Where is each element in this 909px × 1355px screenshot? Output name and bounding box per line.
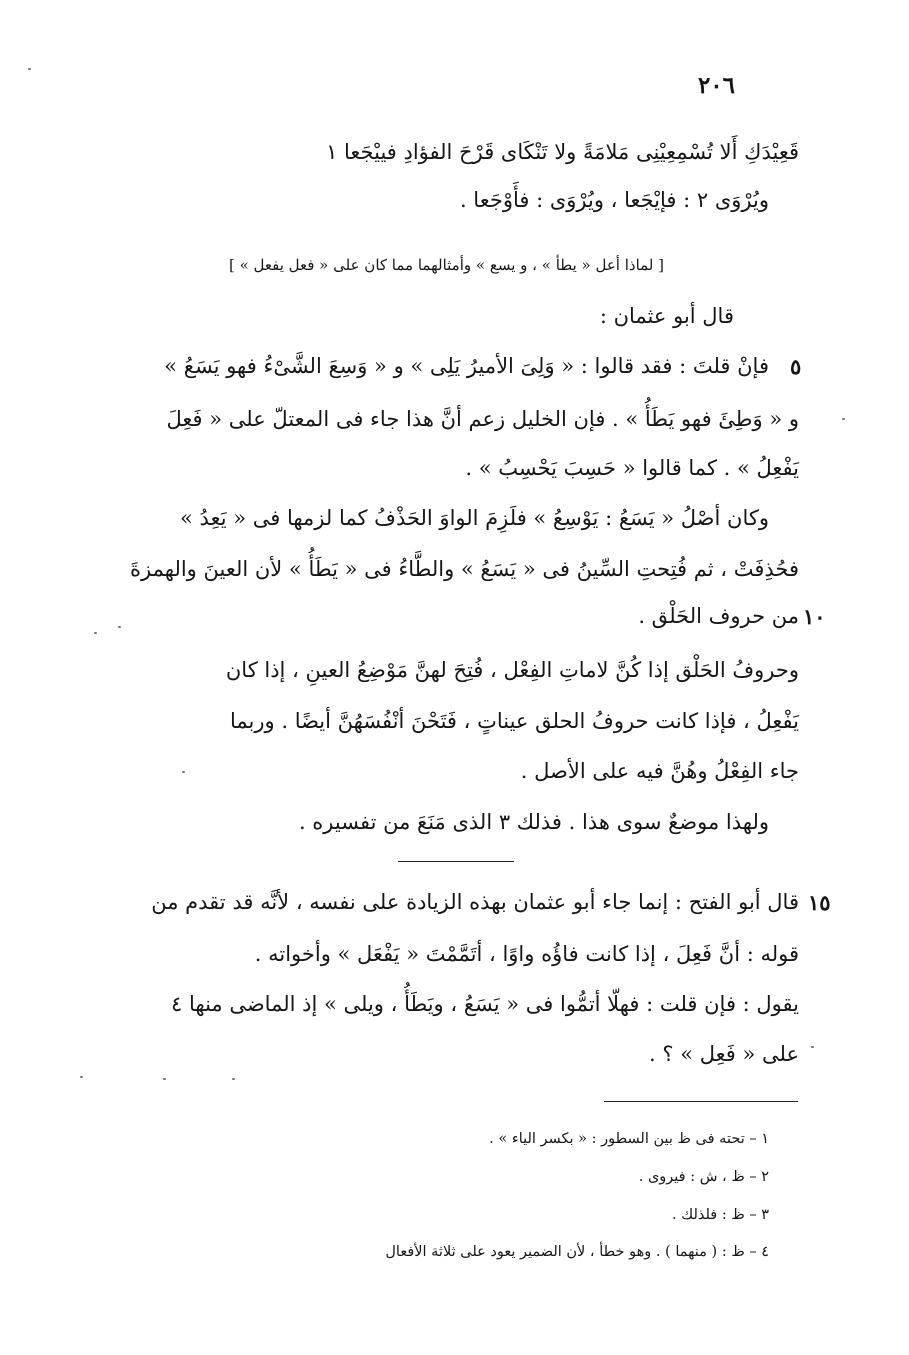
commentary-line-3: يقول : فإن قلت : فهلّا أتمُّوا فى « يَسَعُ ، ويَطَأُ ، ويلى » إذ الماضى منها ٤: [171, 992, 799, 1016]
paragraph-3-line-3: جاء الفِعْلُ وهُنَّ فيه على الأصل .: [520, 759, 799, 783]
paragraph-2-line-1: وكان أصْلُ « يَسَعُ : يَوْسِعُ » فلَزِمَ الواوَ الحَذْفُ كما لزمها فى « يَعِدُ »: [180, 506, 769, 530]
paragraph-1-line-1: فإنْ قلتَ : فقد قالوا : « وَلِىَ الأميرُ يَلِى » و « وَسِعَ الشَّىْءُ فهو يَسَعُ »: [164, 354, 769, 378]
scan-speck: [28, 68, 31, 70]
scan-speck: [118, 626, 121, 628]
footnote-rule: [604, 1101, 798, 1102]
line-number-5: ٥: [790, 354, 802, 379]
scan-speck: [182, 771, 185, 773]
scan-speck: [811, 1046, 814, 1048]
footnote-4: ٤ – ظ : ( منهما ) . وهو خطأ ، لأن الضمير يعود على ثلاثة الأفعال: [385, 1244, 769, 1260]
variant-line: ويُرْوَى ٢ : فإيْجَعا ، ويُرْوَى : فأَوْجَعا .: [459, 188, 769, 212]
paragraph-3-line-1: وحروفُ الحَلْق إذا كُنَّ لاماتِ الفِعْل ، فُتِحَ لهنَّ مَوْضِعُ العينِ ، إذا كان: [225, 658, 799, 682]
verse-line: قَعِيْدَكِ أَلا تُسْمِعِيْنِى مَلامَةً ولا تَنْكَاى قَرْحَ الفؤادِ فييْجَعا ١: [326, 140, 799, 164]
section-divider: [398, 861, 514, 862]
scan-speck: [94, 632, 97, 634]
commentary-line-1: قال أبو الفتح : إنما جاء أبو عثمان بهذه الزيادة على نفسه ، لأنَّه قد تقدم من: [151, 890, 799, 914]
footnote-2: ٢ – ظ ، ش : فيروى .: [638, 1169, 769, 1185]
commentary-line-2: قوله : أنَّ فَعِلَ ، إذا كانت فاؤُه واوًا ، أتَمَّمْتَ « يَفْعَل » وأخواته .: [254, 942, 799, 966]
page-number: ٢٠٦: [697, 72, 735, 99]
scan-speck: [163, 1078, 166, 1080]
line-number-15: ١٥: [808, 890, 831, 915]
abu-uthman-intro: قال أبو عثمان :: [599, 304, 734, 328]
paragraph-1-line-2: و « وَطِئَ فهو يَطَأُ » . فإن الخليل زعم أنَّ هذا جاء فى المعتلّ على « فَعِلَ: [166, 407, 799, 431]
scan-speck: [232, 1078, 235, 1080]
scan-speck: [80, 1076, 83, 1078]
paragraph-2-line-3: من حروف الحَلْق .: [638, 604, 799, 628]
paragraph-2-line-2: فحُذِفَتْ ، ثم فُتِحتِ السِّينُ فى « يَسَعُ » والطَّاءُ فى « يَطَأُ » لأن العينَ والهمزةَ: [130, 557, 799, 581]
scan-speck: [842, 418, 845, 420]
paragraph-3-line-2: يَفْعِلُ ، فإذا كانت حروفُ الحلق عيناتٍ ، فَتَحْنَ أنْفُسَهُنَّ أيضًا . وربما: [230, 709, 799, 733]
line-number-10: ١٠: [803, 604, 826, 629]
commentary-line-4: على « فَعِل » ؟ .: [649, 1042, 799, 1066]
paragraph-1-line-3: يَفْعِلُ » . كما قالوا « حَسِبَ يَحْسِبُ » .: [465, 456, 799, 480]
section-heading: [ لماذا أعل « يطأ » ، و يسع » وأمثالهما مما كان على « فعل يفعل » ]: [228, 256, 664, 274]
footnote-1: ١ – تحته فى ظ بين السطور : « بكسر الياء » .: [489, 1131, 769, 1147]
footnote-3: ٣ – ظ : فلذلك .: [672, 1207, 769, 1223]
paragraph-4: ولهذا موضعٌ سوى هذا . فذلك ٣ الذى مَنَعَ من تفسيره .: [298, 810, 769, 834]
